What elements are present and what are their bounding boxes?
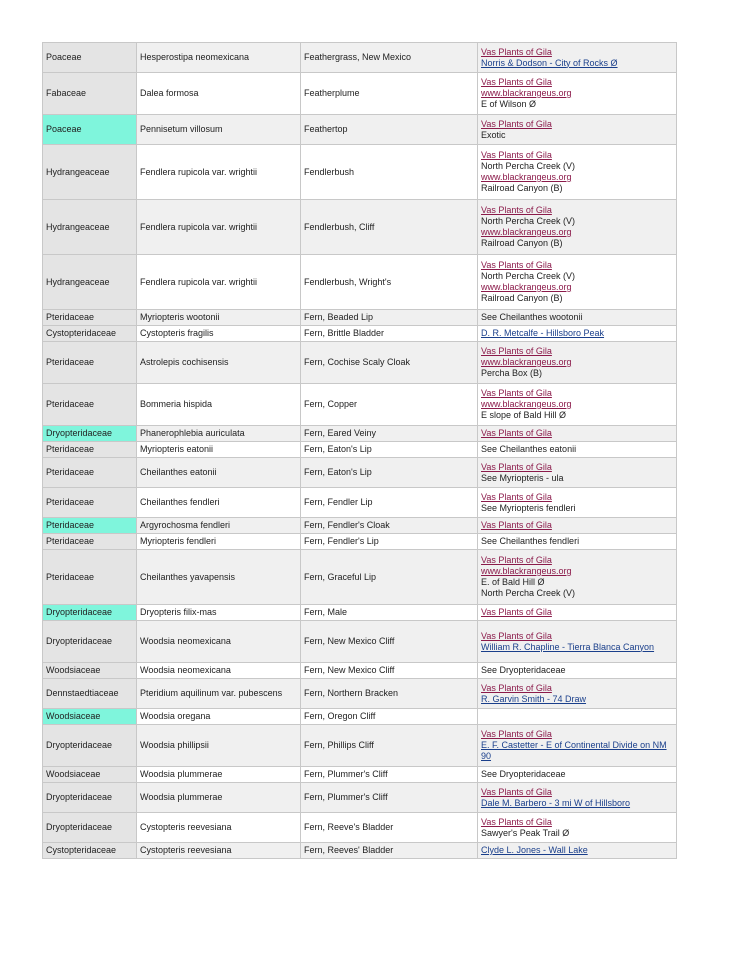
reference-link[interactable]: William R. Chapline - Tierra Blanca Canyon <box>481 641 655 652</box>
reference-note: See Myriopteris - ula <box>481 472 564 483</box>
family-cell: Dryopteridaceae <box>43 426 137 442</box>
table-row <box>43 813 677 843</box>
common-name-cell: Fern, Northern Bracken <box>301 679 478 709</box>
family-cell: Hydrangeaceae <box>43 145 137 200</box>
family-cell: Poaceae <box>43 43 137 73</box>
family-cell: Pteridaceae <box>43 550 137 605</box>
table-row <box>43 534 677 550</box>
scientific-name-cell: Woodsia neomexicana <box>137 663 301 679</box>
reference-link[interactable]: www.blackrangeus.org <box>481 282 572 292</box>
scientific-name-cell: Pennisetum villosum <box>137 115 301 145</box>
references-cell <box>478 550 677 605</box>
reference-note: See Cheilanthes fendleri <box>481 536 580 546</box>
common-name-cell: Fern, Reeve's Bladder <box>301 813 478 843</box>
family-cell: Poaceae <box>43 115 137 145</box>
family-cell: Dryopteridaceae <box>43 605 137 621</box>
table-row <box>43 621 677 663</box>
family-cell: Dennstaedtiaceae <box>43 679 137 709</box>
table-row <box>43 725 677 767</box>
scientific-name-cell: Dryopteris filix-mas <box>137 605 301 621</box>
references-cell <box>478 342 677 384</box>
reference-link[interactable]: www.blackrangeus.org <box>481 399 572 409</box>
scientific-name-cell: Fendlera rupicola var. wrightii <box>137 145 301 200</box>
references-cell <box>478 43 677 73</box>
references-cell <box>478 518 677 534</box>
references-cell <box>478 843 677 859</box>
common-name-cell: Fern, Fendler Lip <box>301 488 478 518</box>
common-name-cell: Fern, Eaton's Lip <box>301 442 478 458</box>
family-cell: Pteridaceae <box>43 442 137 458</box>
scientific-name-cell: Astrolepis cochisensis <box>137 342 301 384</box>
table-row <box>43 200 677 255</box>
references-cell <box>478 813 677 843</box>
reference-note: North Percha Creek (V) <box>481 271 576 281</box>
reference-link[interactable]: Vas Plants of Gila <box>481 150 552 160</box>
reference-note: Railroad Canyon (B) <box>481 238 563 248</box>
reference-note: North Percha Creek (V) <box>481 161 576 171</box>
table-row <box>43 310 677 326</box>
family-cell: Hydrangeaceae <box>43 200 137 255</box>
table-row <box>43 145 677 200</box>
reference-link[interactable]: Dale M. Barbero - 3 mi W of Hillsboro <box>481 797 631 808</box>
scientific-name-cell: Myriopteris fendleri <box>137 534 301 550</box>
references-cell <box>478 488 677 518</box>
family-cell: Pteridaceae <box>43 534 137 550</box>
references-cell <box>478 621 677 663</box>
reference-note: See Cheilanthes wootonii <box>481 312 583 322</box>
scientific-name-cell: Myriopteris wootonii <box>137 310 301 326</box>
common-name-cell: Fendlerbush, Cliff <box>301 200 478 255</box>
scientific-name-cell: Cheilanthes fendleri <box>137 488 301 518</box>
references-cell <box>478 384 677 426</box>
reference-link[interactable]: Vas Plants of Gila <box>481 630 552 641</box>
reference-note: Railroad Canyon (B) <box>481 293 563 303</box>
scientific-name-cell: Pteridium aquilinum var. pubescens <box>137 679 301 709</box>
reference-link[interactable]: Vas Plants of Gila <box>481 461 552 472</box>
plant-table <box>42 42 677 859</box>
reference-link[interactable]: www.blackrangeus.org <box>481 566 572 576</box>
family-cell: Hydrangeaceae <box>43 255 137 310</box>
scientific-name-cell: Myriopteris eatonii <box>137 442 301 458</box>
reference-link[interactable]: Vas Plants of Gila <box>481 428 552 438</box>
reference-link[interactable]: Vas Plants of Gila <box>481 260 552 270</box>
references-cell <box>478 326 677 342</box>
common-name-cell: Fern, Male <box>301 605 478 621</box>
reference-link[interactable]: Vas Plants of Gila <box>481 491 552 502</box>
references-cell <box>478 145 677 200</box>
reference-link[interactable]: Norris & Dodson - City of Rocks Ø <box>481 57 618 68</box>
reference-note: See Dryopteridaceae <box>481 769 566 779</box>
common-name-cell: Feathertop <box>301 115 478 145</box>
family-cell: Woodsiaceae <box>43 663 137 679</box>
scientific-name-cell: Cheilanthes yavapensis <box>137 550 301 605</box>
references-cell <box>478 534 677 550</box>
reference-link[interactable]: www.blackrangeus.org <box>481 172 572 182</box>
common-name-cell: Fern, New Mexico Cliff <box>301 663 478 679</box>
family-cell: Dryopteridaceae <box>43 783 137 813</box>
table-row <box>43 767 677 783</box>
scientific-name-cell: Woodsia plummerae <box>137 767 301 783</box>
references-cell <box>478 663 677 679</box>
reference-note: North Percha Creek (V) <box>481 216 576 226</box>
reference-link[interactable]: Vas Plants of Gila <box>481 388 552 398</box>
scientific-name-cell: Fendlera rupicola var. wrightii <box>137 255 301 310</box>
reference-link[interactable]: Clyde L. Jones - Wall Lake <box>481 845 588 855</box>
references-cell <box>478 310 677 326</box>
common-name-cell: Fern, Plummer's Cliff <box>301 783 478 813</box>
scientific-name-cell: Cystopteris fragilis <box>137 326 301 342</box>
family-cell: Dryopteridaceae <box>43 725 137 767</box>
reference-note: Percha Box (B) <box>481 368 543 378</box>
reference-note: Sawyer's Peak Trail Ø <box>481 827 570 838</box>
common-name-cell: Feathergrass, New Mexico <box>301 43 478 73</box>
common-name-cell: Fern, Eaton's Lip <box>301 458 478 488</box>
common-name-cell: Fern, Fendler's Lip <box>301 534 478 550</box>
table-row <box>43 843 677 859</box>
reference-link[interactable]: Vas Plants of Gila <box>481 786 552 797</box>
plant-table-body <box>43 43 677 859</box>
reference-link[interactable]: Vas Plants of Gila <box>481 118 552 129</box>
reference-note: E slope of Bald Hill Ø <box>481 410 567 420</box>
table-row <box>43 550 677 605</box>
reference-link[interactable]: Vas Plants of Gila <box>481 205 552 215</box>
references-cell <box>478 725 677 767</box>
table-row <box>43 709 677 725</box>
family-cell: Pteridaceae <box>43 342 137 384</box>
common-name-cell: Fern, Cochise Scaly Cloak <box>301 342 478 384</box>
table-row <box>43 426 677 442</box>
family-cell: Fabaceae <box>43 73 137 115</box>
family-cell: Pteridaceae <box>43 518 137 534</box>
family-cell: Woodsiaceae <box>43 709 137 725</box>
table-row <box>43 458 677 488</box>
references-cell <box>478 458 677 488</box>
table-row <box>43 663 677 679</box>
reference-link[interactable]: www.blackrangeus.org <box>481 357 572 367</box>
family-cell: Cystopteridaceae <box>43 843 137 859</box>
reference-link[interactable]: www.blackrangeus.org <box>481 227 572 237</box>
common-name-cell: Fern, New Mexico Cliff <box>301 621 478 663</box>
reference-link[interactable]: Vas Plants of Gila <box>481 346 552 356</box>
reference-note: Railroad Canyon (B) <box>481 183 563 193</box>
reference-link[interactable]: Vas Plants of Gila <box>481 607 552 617</box>
scientific-name-cell: Fendlera rupicola var. wrightii <box>137 200 301 255</box>
table-row <box>43 783 677 813</box>
scientific-name-cell: Bommeria hispida <box>137 384 301 426</box>
scientific-name-cell: Phanerophlebia auriculata <box>137 426 301 442</box>
scientific-name-cell: Woodsia plummerae <box>137 783 301 813</box>
reference-link[interactable]: Vas Plants of Gila <box>481 816 552 827</box>
reference-link[interactable]: Vas Plants of Gila <box>481 77 552 87</box>
scientific-name-cell: Woodsia phillipsii <box>137 725 301 767</box>
references-cell <box>478 255 677 310</box>
table-row <box>43 605 677 621</box>
reference-link[interactable]: Vas Plants of Gila <box>481 729 552 739</box>
common-name-cell: Fendlerbush, Wright's <box>301 255 478 310</box>
scientific-name-cell: Cystopteris reevesiana <box>137 813 301 843</box>
table-row <box>43 679 677 709</box>
table-row <box>43 255 677 310</box>
scientific-name-cell: Cheilanthes eatonii <box>137 458 301 488</box>
common-name-cell: Fern, Oregon Cliff <box>301 709 478 725</box>
family-cell: Cystopteridaceae <box>43 326 137 342</box>
table-row <box>43 326 677 342</box>
common-name-cell: Fern, Fendler's Cloak <box>301 518 478 534</box>
reference-note: See Dryopteridaceae <box>481 665 566 675</box>
table-row <box>43 442 677 458</box>
common-name-cell: Featherplume <box>301 73 478 115</box>
reference-link[interactable]: www.blackrangeus.org <box>481 88 572 98</box>
table-row <box>43 342 677 384</box>
reference-note: See Cheilanthes eatonii <box>481 444 577 454</box>
common-name-cell: Fern, Reeves' Bladder <box>301 843 478 859</box>
common-name-cell: Fern, Beaded Lip <box>301 310 478 326</box>
scientific-name-cell: Argyrochosma fendleri <box>137 518 301 534</box>
common-name-cell: Fern, Graceful Lip <box>301 550 478 605</box>
common-name-cell: Fern, Phillips Cliff <box>301 725 478 767</box>
references-cell <box>478 442 677 458</box>
reference-link[interactable]: Vas Plants of Gila <box>481 555 552 565</box>
family-cell: Pteridaceae <box>43 458 137 488</box>
scientific-name-cell: Cystopteris reevesiana <box>137 843 301 859</box>
table-row <box>43 384 677 426</box>
common-name-cell: Fern, Eared Veiny <box>301 426 478 442</box>
references-cell <box>478 783 677 813</box>
reference-link[interactable]: E. F. Castetter - E of Continental Divide on NM 90 <box>481 740 667 761</box>
common-name-cell: Fendlerbush <box>301 145 478 200</box>
common-name-cell: Fern, Brittle Bladder <box>301 326 478 342</box>
reference-note: See Myriopteris fendleri <box>481 502 576 513</box>
references-cell <box>478 115 677 145</box>
table-row <box>43 43 677 73</box>
reference-note: E of Wilson Ø <box>481 99 537 109</box>
family-cell: Pteridaceae <box>43 488 137 518</box>
reference-link[interactable]: Vas Plants of Gila <box>481 682 552 693</box>
scientific-name-cell: Woodsia oregana <box>137 709 301 725</box>
scientific-name-cell: Dalea formosa <box>137 73 301 115</box>
references-cell <box>478 709 677 725</box>
references-cell <box>478 605 677 621</box>
references-cell <box>478 426 677 442</box>
family-cell: Dryopteridaceae <box>43 621 137 663</box>
reference-note: North Percha Creek (V) <box>481 588 576 598</box>
references-cell <box>478 679 677 709</box>
references-cell <box>478 767 677 783</box>
common-name-cell: Fern, Copper <box>301 384 478 426</box>
references-cell <box>478 73 677 115</box>
scientific-name-cell: Woodsia neomexicana <box>137 621 301 663</box>
table-row <box>43 488 677 518</box>
table-row <box>43 115 677 145</box>
family-cell: Woodsiaceae <box>43 767 137 783</box>
table-row <box>43 73 677 115</box>
reference-link[interactable]: Vas Plants of Gila <box>481 46 552 57</box>
family-cell: Pteridaceae <box>43 384 137 426</box>
reference-note: E. of Bald Hill Ø <box>481 577 545 587</box>
reference-link[interactable]: D. R. Metcalfe - Hillsboro Peak <box>481 328 605 338</box>
reference-note: Exotic <box>481 129 506 140</box>
scientific-name-cell: Hesperostipa neomexicana <box>137 43 301 73</box>
common-name-cell: Fern, Plummer's Cliff <box>301 767 478 783</box>
reference-link[interactable]: Vas Plants of Gila <box>481 520 552 530</box>
reference-link[interactable]: R. Garvin Smith - 74 Draw <box>481 693 587 704</box>
family-cell: Dryopteridaceae <box>43 813 137 843</box>
family-cell: Pteridaceae <box>43 310 137 326</box>
table-row <box>43 518 677 534</box>
references-cell <box>478 200 677 255</box>
